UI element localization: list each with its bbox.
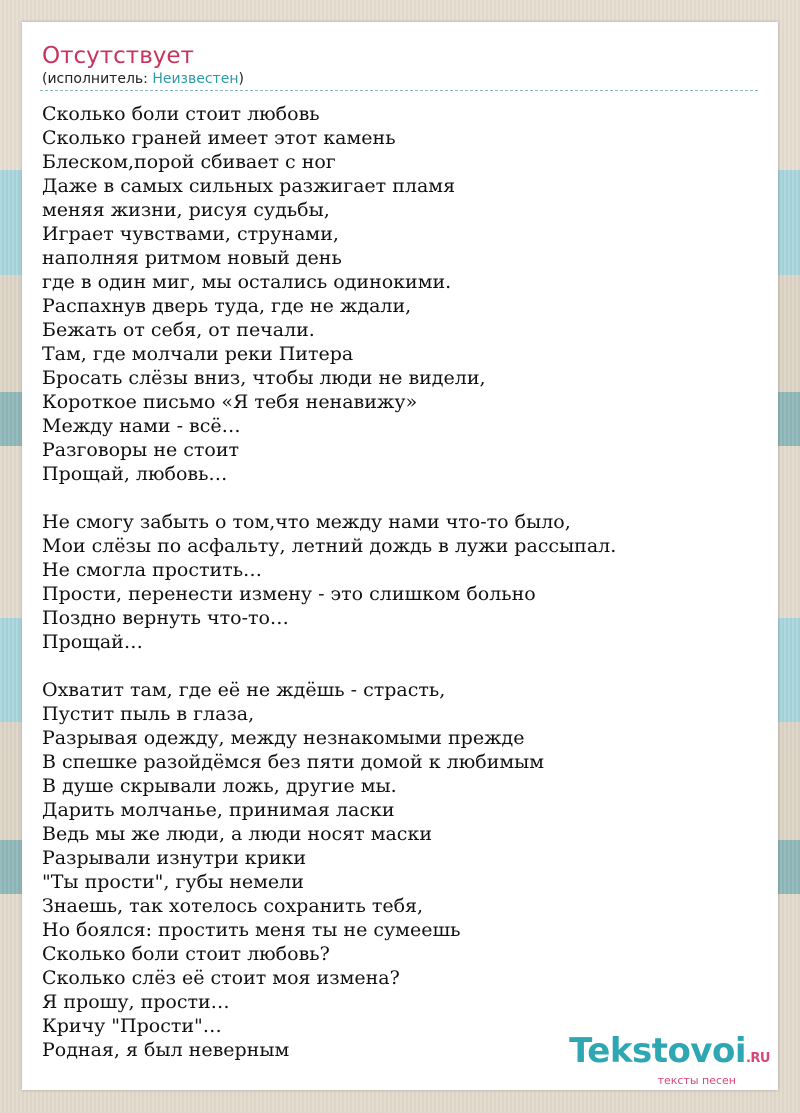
lyrics-line: Не смогла простить… [42, 559, 263, 581]
site-logo[interactable] [569, 1031, 770, 1087]
artist-prefix: (исполнитель: [42, 71, 153, 87]
lyrics-line: В душе скрывали ложь, другие мы. [42, 775, 397, 797]
lyrics-line: "Ты прости", губы немели [42, 871, 304, 893]
lyrics-body [42, 102, 758, 1086]
logo-tld: .RU [745, 1051, 770, 1066]
lyrics-line: Бросать слёзы вниз, чтобы люди не видели, [42, 367, 486, 389]
lyrics-line: Сколько слёз её стоит моя измена? [42, 967, 400, 989]
logo-name: Tekstovoi [569, 1031, 746, 1071]
artist-line [42, 70, 244, 88]
lyrics-line: Прощай… [42, 631, 143, 653]
lyrics-line: Поздно вернуть что-то… [42, 607, 289, 629]
lyrics-line: Бежать от себя, от печали. [42, 319, 315, 341]
lyrics-line: Блеском,порой сбивает с ног [42, 151, 336, 173]
lyrics-line: Сколько граней имеет этот камень [42, 127, 396, 149]
lyrics-stanza [42, 102, 758, 486]
lyrics-line: Родная, я был неверным [42, 1039, 290, 1061]
lyrics-line: Ведь мы же люди, а люди носят маски [42, 823, 432, 845]
logo-tagline: тексты песен [657, 1074, 736, 1087]
lyrics-line: Сколько боли стоит любовь [42, 103, 320, 125]
song-title: Отсутствует [42, 43, 194, 69]
lyrics-line: Дарить молчанье, принимая ласки [42, 799, 395, 821]
lyrics-line: Короткое письмо «Я тебя ненавижу» [42, 391, 418, 413]
lyrics-line: Там, где молчали реки Питера [42, 343, 354, 365]
lyrics-line: Разговоры не стоит [42, 439, 240, 461]
lyrics-line: В спешке разойдёмся без пяти домой к любимым [42, 751, 545, 773]
lyrics-line: Разрывали изнутри крики [42, 847, 307, 869]
lyrics-line: Не смогу забыть о том,что между нами что-то было, [42, 511, 571, 533]
lyrics-stanza [42, 678, 758, 1062]
lyrics-line: Но боялся: простить меня ты не сумеешь [42, 919, 461, 941]
lyrics-line: Прощай, любовь… [42, 463, 228, 485]
lyrics-line: Прости, перенести измену - это слишком больно [42, 583, 536, 605]
lyrics-line: меняя жизни, рисуя судьбы, [42, 199, 330, 221]
lyrics-card [22, 22, 778, 1090]
lyrics-line: Играет чувствами, струнами, [42, 223, 339, 245]
logo-wordmark [569, 1031, 770, 1076]
lyrics-line: Кричу "Прости"… [42, 1015, 222, 1037]
artist-suffix: ) [238, 71, 244, 87]
lyrics-line: Пустит пыль в глаза, [42, 703, 255, 725]
lyrics-line: Знаешь, так хотелось сохранить тебя, [42, 895, 424, 917]
artist-link[interactable]: Неизвестен [152, 71, 239, 87]
lyrics-stanza [42, 510, 758, 654]
lyrics-line: Мои слёзы по асфальту, летний дождь в лужи рассыпал. [42, 535, 617, 557]
lyrics-line: Я прошу, прости… [42, 991, 230, 1013]
lyrics-line: Сколько боли стоит любовь? [42, 943, 330, 965]
lyrics-line: Между нами - всё… [42, 415, 241, 437]
lyrics-line: где в один миг, мы остались одинокими. [42, 271, 452, 293]
lyrics-line: Охватит там, где её не ждёшь - страсть, [42, 679, 446, 701]
lyrics-line: Даже в самых сильных разжигает пламя [42, 175, 456, 197]
title-divider [40, 90, 758, 91]
lyrics-line: Распахнув дверь туда, где не ждали, [42, 295, 412, 317]
lyrics-line: Разрывая одежду, между незнакомыми прежде [42, 727, 525, 749]
lyrics-line: наполняя ритмом новый день [42, 247, 342, 269]
